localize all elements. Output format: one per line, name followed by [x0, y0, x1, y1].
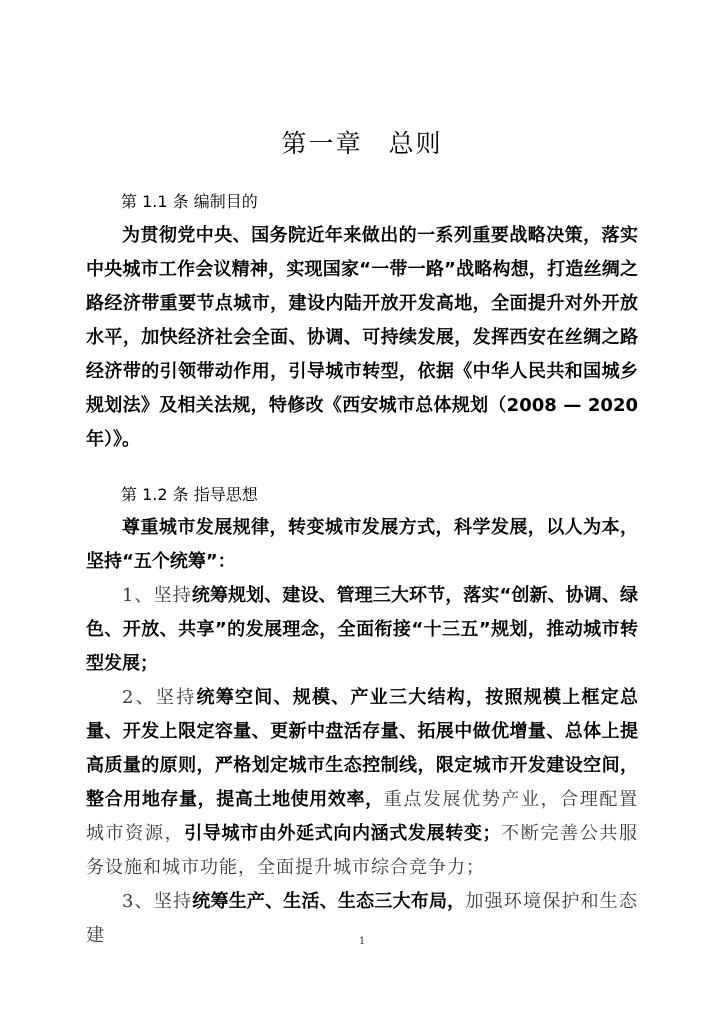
- section-heading-1-1: 第 1.1 条 编制目的: [121, 192, 258, 211]
- chapter-number: 第一章: [281, 129, 363, 158]
- section-1-2-intro: 尊重城市发展规律，转变城市发展方式，科学发展，以人为本，坚持“五个统筹”：: [86, 517, 638, 572]
- section-heading-1-2: 第 1.2 条 指导思想: [121, 485, 258, 504]
- section-1-1-body: 为贯彻党中央、国务院近年来做出的一系列重要战略决策，落实中央城市工作会议精神，实现国家“一带一路”战略构想，打造丝绸之路经济带重要节点城市，建设内陆开放开发高地，全面提升对外开放水平，加快经济社会全面、协调、可持续发展，发挥西安在丝绸之路经济带的引领带动作用，引导城市转型，依据《中华人民共和国城乡规划法》及相关法规，特修改《西安城市总体规划（2008 — 2020 年）》。: [86, 225, 638, 450]
- page-number: 1: [358, 936, 366, 947]
- item-2-body-light: 重点发展优势产业，合理配置城市资源，: [86, 789, 639, 844]
- item-1-lead: 1、坚持: [122, 585, 192, 606]
- guideline-item-1: [86, 579, 638, 681]
- item-2-body-bold: 统筹空间、规模、产业三大结构，按照规模上框定总量、开发上限定容量、更新中盘活存量、拓展中做优增量、总体上提高质量的原则，严格划定城市生态控制线，限定城市开发建设空间，整合用地存量，提高土地使用效率，: [86, 687, 639, 810]
- chapter-name: 总则: [388, 129, 443, 158]
- item-3-body-light: 加强环境保护和生态建: [86, 891, 639, 946]
- item-1-body: 统筹规划、建设、管理三大环节，落实“创新、协调、绿色、开放、共享”的发展理念，全面衔接“十三五”规划，推动城市转型发展；: [86, 585, 639, 674]
- item-2-body-light-2: 不断完善公共服务设施和城市功能，全面提升城市综合竞争力；: [86, 823, 639, 878]
- guideline-item-2: [86, 681, 638, 885]
- item-3-lead: 3、坚持: [122, 891, 193, 912]
- item-2-lead: 2、坚持: [122, 687, 197, 708]
- item-3-body-bold: 统筹生产、生活、生态三大布局，: [192, 891, 466, 912]
- chapter-title: [0, 126, 724, 162]
- item-2-body-bold-2: 引导城市由外延式向内涵式发展转变；: [184, 823, 501, 844]
